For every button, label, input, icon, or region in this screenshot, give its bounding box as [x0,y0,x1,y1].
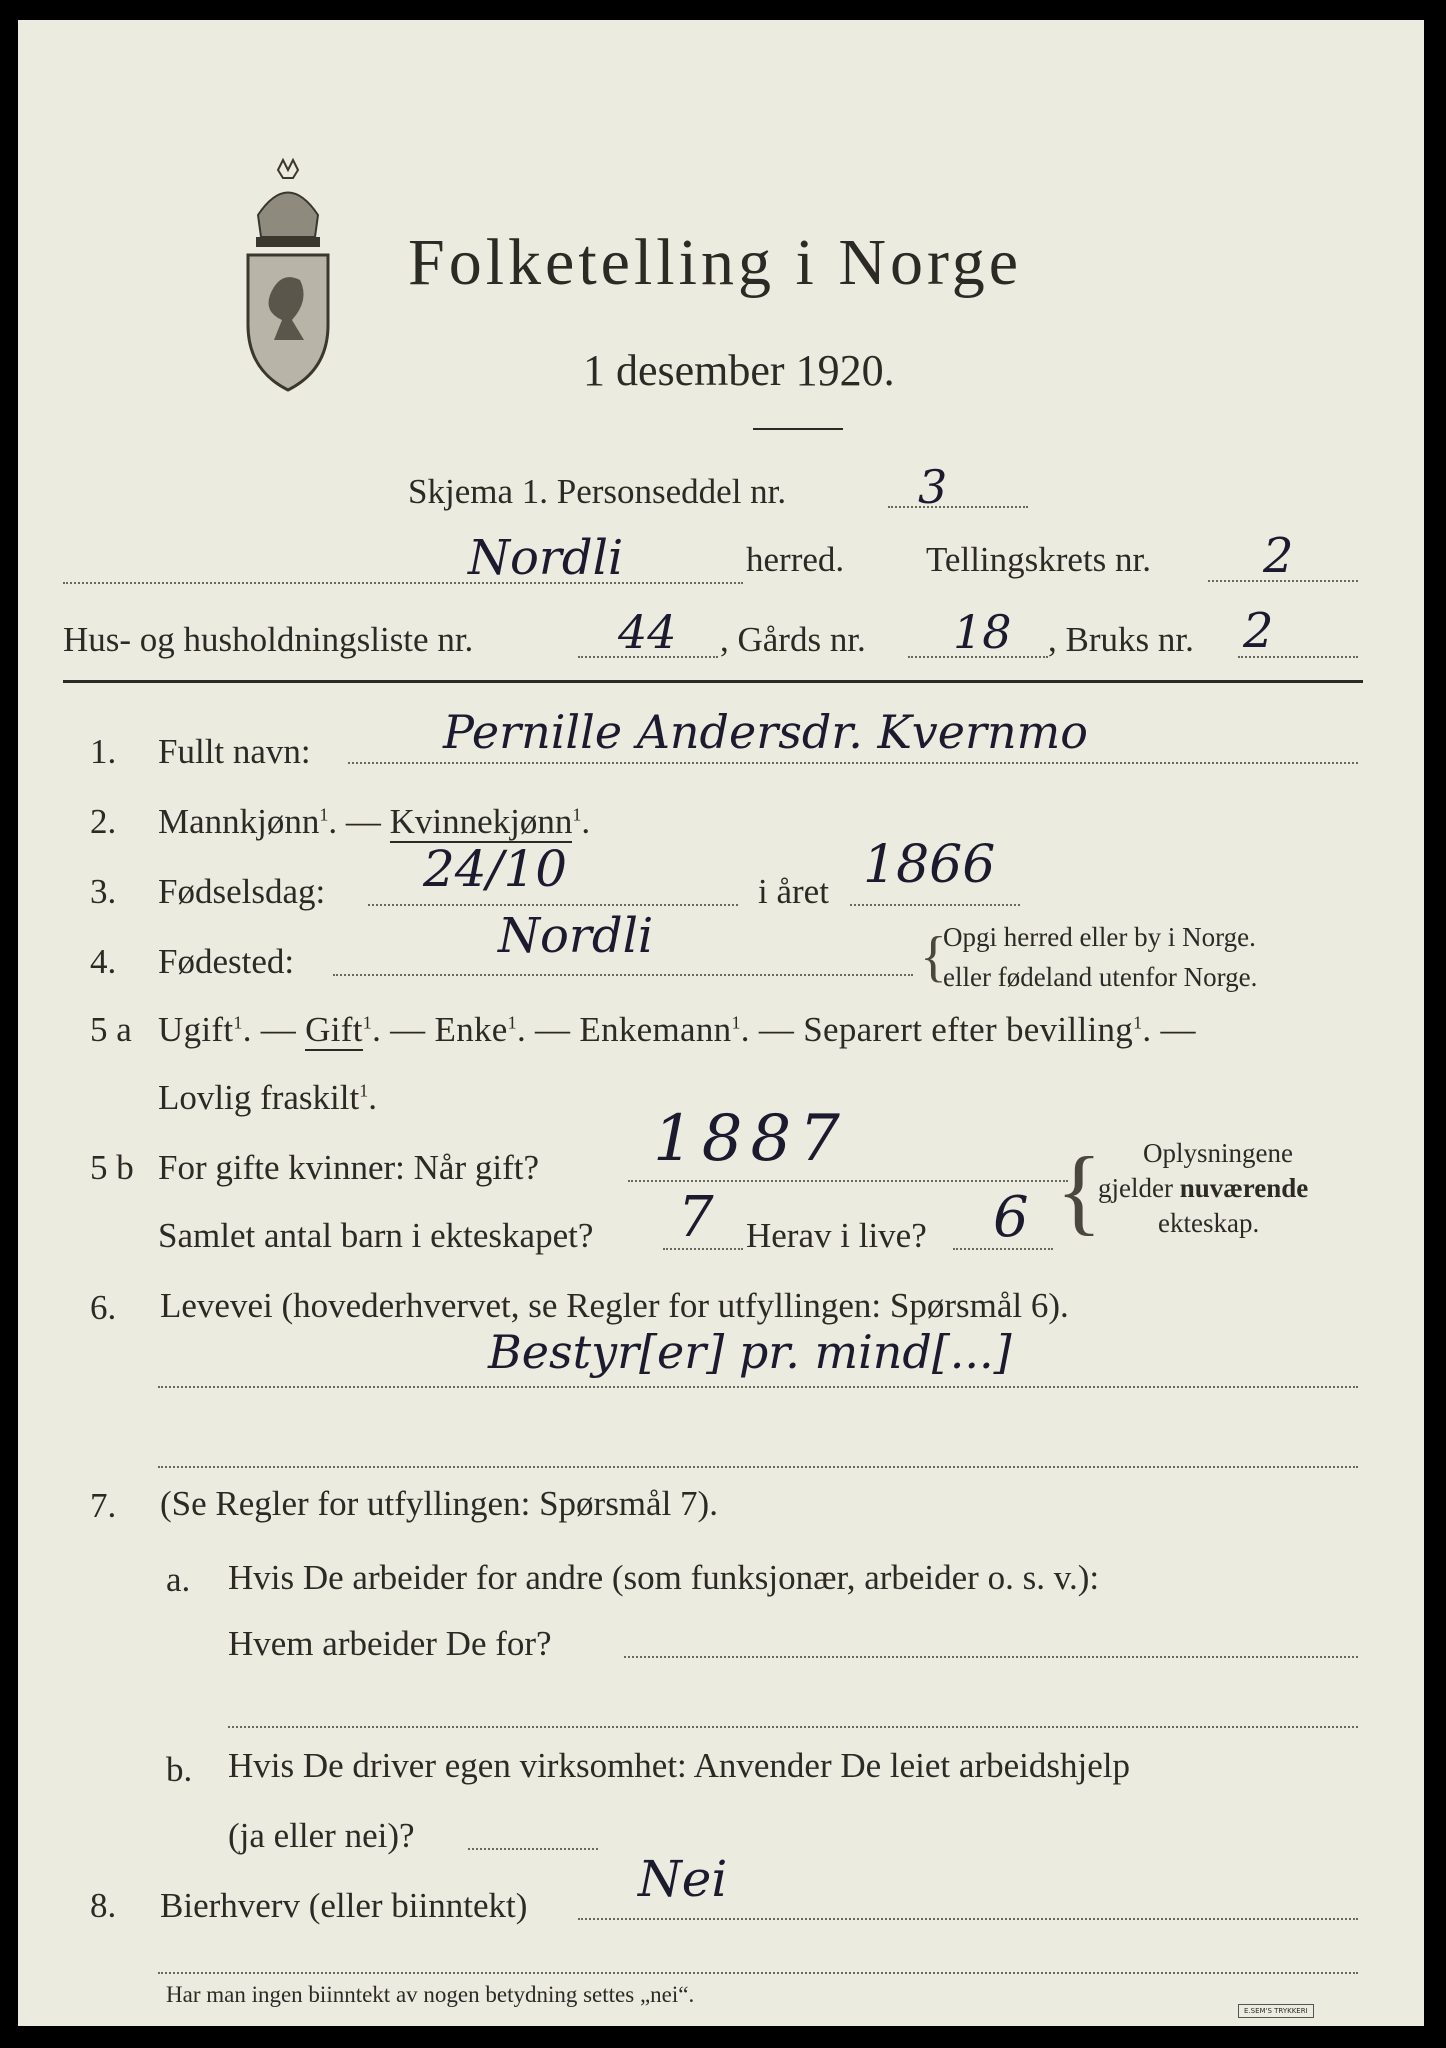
title-divider [753,428,843,430]
birth-year: 1866 [863,835,996,895]
footnote-mark: 1 [359,1080,369,1101]
q3-label: Fødselsdag: [158,872,326,911]
year-line [850,904,1020,906]
marital-options [158,1010,1196,1050]
q5b-note-line3: ekteskap. [1158,1208,1260,1238]
q8-label: Bierhverv (eller biinntekt) [160,1886,528,1925]
q6-number: 6. [90,1288,117,1327]
birthplace: Nordli [498,908,654,964]
q7b-question: (ja eller nei)? [228,1816,415,1855]
q7a-label: Hvis De arbeider for andre (som funksjonær, arbeider o. s. v.): [228,1558,1100,1597]
alive-count: 6 [993,1185,1029,1250]
separator: . — [1142,1010,1196,1049]
q8-line [578,1918,1358,1920]
q2-end: . [581,802,591,841]
birth-day: 24/10 [423,840,568,898]
census-form [18,20,1424,2026]
footnote-mark: 1 [731,1012,741,1033]
q8-line2 [158,1972,1358,1974]
household-list-value: 44 [618,605,677,659]
q7b-line [468,1848,598,1850]
q7b-label: Hvis De driver egen virksomhet: Anvender De leiet arbeidshjelp [228,1746,1130,1785]
alive-label: Herav i live? [746,1216,927,1255]
q5b-number: 5 b [90,1148,134,1187]
note-gjelder: gjelder [1098,1173,1173,1203]
children-label: Samlet antal barn i ekteskapet? [158,1216,594,1255]
children-count: 7 [678,1185,714,1250]
coat-of-arms-emblem [228,155,348,395]
q7a-line2 [228,1726,1358,1728]
q7a-line1 [624,1656,1358,1658]
census-date: 1 desember 1920. [583,346,895,395]
year-label: i året [758,872,829,911]
married-line [628,1180,1068,1182]
marital-option-fraskilt [158,1078,377,1118]
q4-note-line2: eller fødeland utenfor Norge. [943,962,1258,992]
q7a-question: Hvem arbeider De for? [228,1624,552,1663]
q3-line [368,904,738,906]
printer-stamp: E.SEM'S TRYKKERI [1238,2004,1314,2018]
gards-label: , Gårds nr. [720,620,866,659]
q1-label: Fullt navn: [158,732,311,771]
q6-line1 [158,1386,1358,1388]
female-option-underlined: Kvinnekjønn [389,802,573,841]
household-list-label: Hus- og husholdningsliste nr. [63,620,474,659]
q1-line [348,762,1358,764]
footnote-mark: 1 [362,1012,373,1033]
option-gift-underlined: Gift [305,1010,363,1049]
option-fraskilt: Lovlig fraskilt [158,1078,360,1117]
q5b-brace: { [1056,1137,1103,1244]
option-enke: . — Enke [372,1010,508,1049]
q7a-letter: a. [166,1560,191,1599]
option-ugift: Ugift [158,1010,234,1049]
q2-separator: . — [328,802,390,841]
krets-label: Tellingskrets nr. [926,540,1152,579]
q6-label: Levevei (hovederhvervet, se Regler for utfyllingen: Spørsmål 6). [160,1286,1069,1325]
q5a-number: 5 a [90,1010,132,1049]
krets-value: 2 [1263,528,1294,584]
schema-number: 3 [918,460,948,514]
bruks-label: , Bruks nr. [1048,620,1194,659]
q2-number: 2. [90,802,117,841]
q5a-end: . [368,1078,377,1117]
q1-full-name: Pernille Andersdr. Kvernmo [443,705,1088,759]
herred-line [63,582,743,584]
footnote-mark: 1 [507,1012,517,1033]
q4-label: Fødested: [158,942,295,981]
herred-label: herred. [746,540,845,579]
q5b-note-line1: Oplysningene [1143,1138,1293,1168]
herred-value: Nordli [468,530,624,586]
footnote-mark: 1 [319,804,329,825]
schema-label: Skjema 1. Personseddel nr. [408,472,787,511]
q4-brace: { [920,926,947,988]
option-separert: . — Separert efter bevilling [740,1010,1134,1049]
option-enkemann: . — Enkemann [516,1010,732,1049]
footnote-mark: 1 [572,804,582,825]
q4-note-line1: Opgi herred eller by i Norge. [943,922,1256,952]
male-option: Mannkjønn [158,802,320,841]
married-label: For gifte kvinner: Når gift? [158,1148,540,1187]
header-divider [63,680,1363,683]
note-nuvaerende: nuværende [1179,1173,1309,1203]
occupation: Bestyr[er] pr. mind[...] [488,1325,1012,1379]
footnote-mark: 1 [233,1012,243,1033]
q7-number: 7. [90,1486,117,1525]
q7b-letter: b. [166,1750,193,1789]
q8-number: 8. [90,1886,117,1925]
q4-line [333,974,913,976]
bruks-value: 2 [1243,603,1274,659]
page-title: Folketelling i Norge [408,226,1023,299]
q2-options [158,802,590,842]
q5b-note-line2 [1098,1173,1308,1204]
q3-number: 3. [90,872,117,911]
q6-line2 [158,1466,1358,1468]
schema-line [888,506,1028,508]
footnote-mark: 1 [1133,1012,1143,1033]
side-income-answer: Nei [638,1850,728,1908]
marriage-year: 1887 [653,1102,848,1176]
separator: . — [242,1010,306,1049]
footer-note: Har man ingen biinntekt av nogen betydning settes „nei“. [166,1982,695,2007]
q7-label: (Se Regler for utfyllingen: Spørsmål 7). [160,1484,718,1523]
q1-number: 1. [90,732,117,771]
gards-value: 18 [953,605,1012,659]
q4-number: 4. [90,942,117,981]
